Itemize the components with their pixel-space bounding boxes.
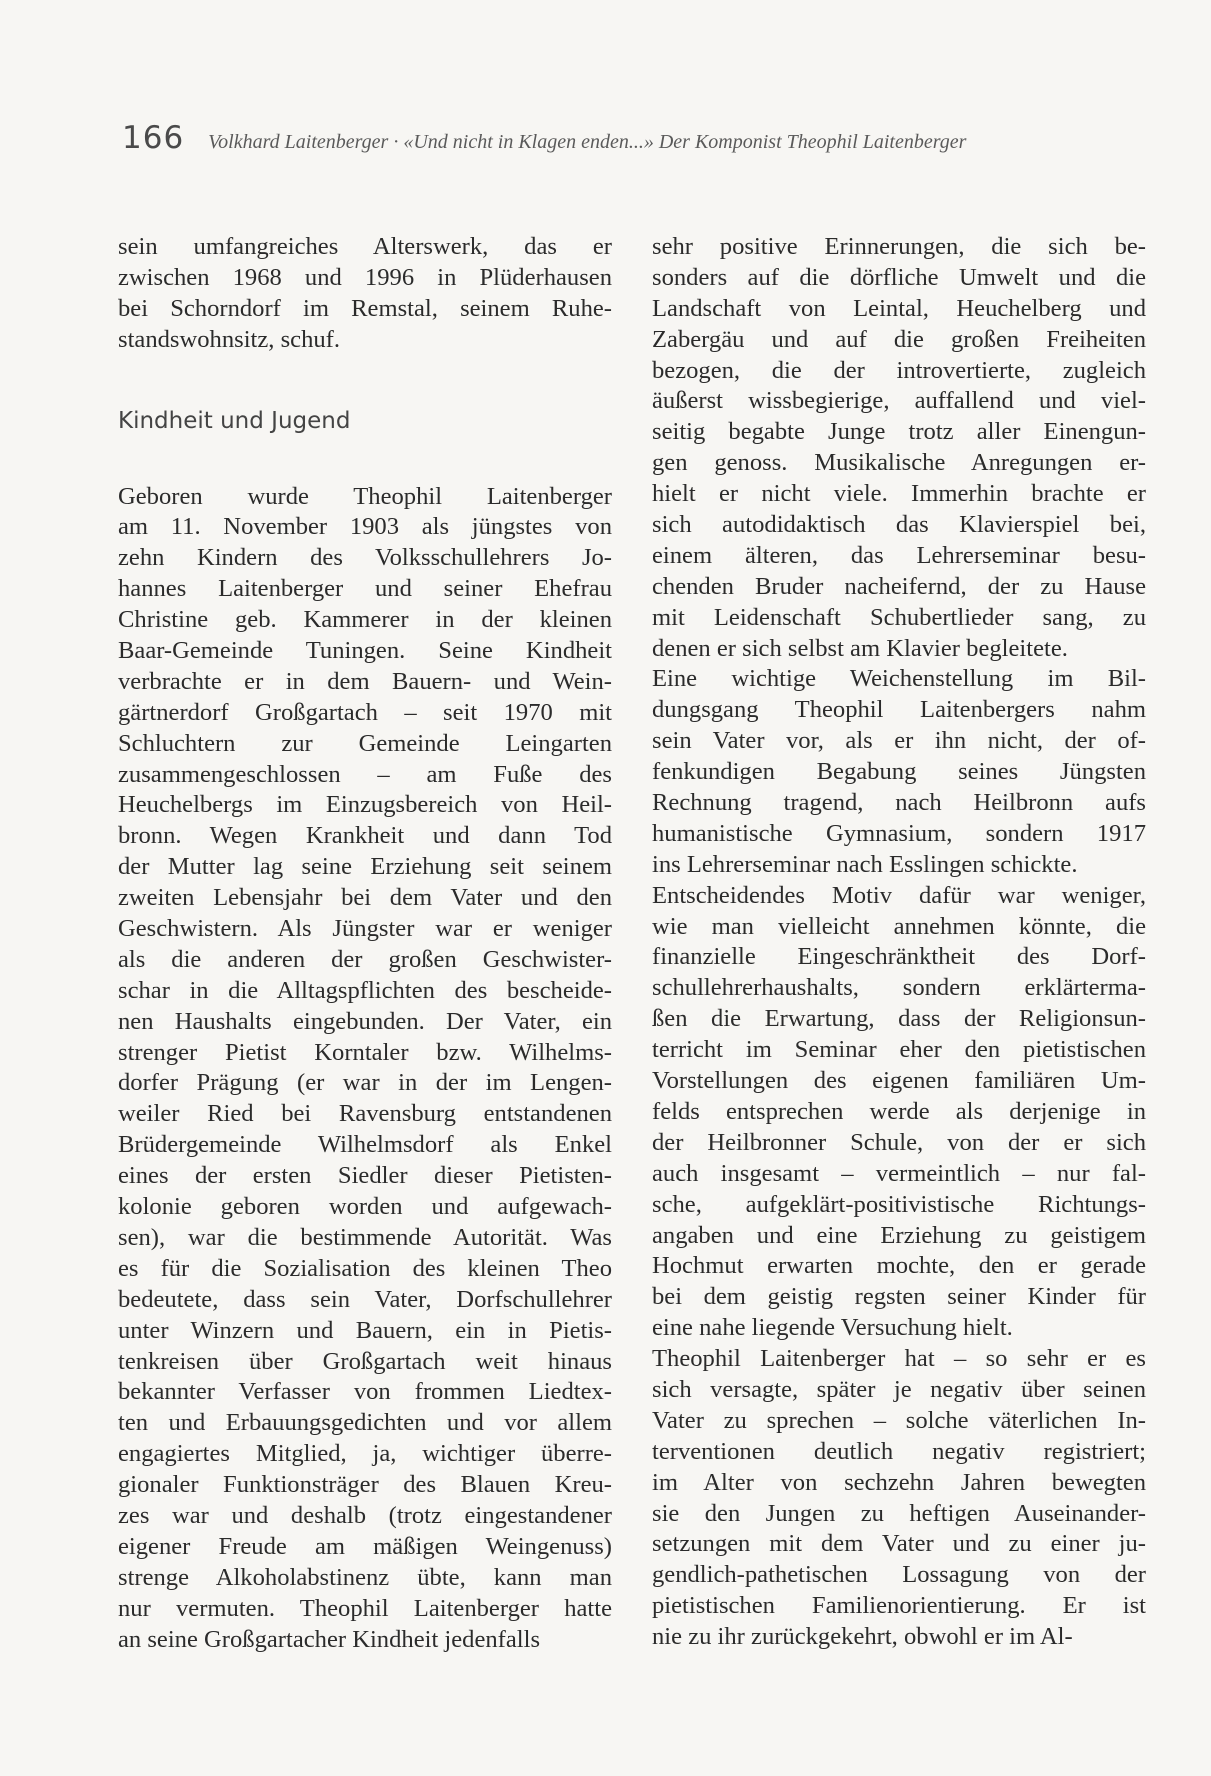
text-line: sonders auf die dörfliche Umwelt und die — [652, 263, 1146, 291]
text-line: bekannter Verfasser von frommen Liedtex- — [118, 1378, 612, 1406]
text-line: zweiten Lebensjahr bei dem Vater und den — [118, 884, 612, 912]
text-line: bezogen, die der introvertierte, zugleich — [652, 356, 1146, 384]
text-line: mit Leidenschaft Schubertlieder sang, zu — [652, 603, 1146, 631]
text-line: hielt er nicht viele. Immerhin brachte er — [652, 480, 1146, 508]
text-line: Heuchelbergs im Einzugsbereich von Heil- — [118, 791, 612, 819]
text-line: zwischen 1968 und 1996 in Plüderhausen — [118, 263, 612, 291]
text-line: chenden Bruder nacheifernd, der zu Hause — [652, 572, 1146, 600]
text-line: finanzielle Eingeschränktheit des Dorf- — [652, 943, 1146, 971]
text-line: der Heilbronner Schule, von der er sich — [652, 1128, 1146, 1156]
text-line: Vorstellungen des eigenen familiären Um- — [652, 1067, 1146, 1095]
text-line: schullehrerhaushalts, sondern erklärterma- — [652, 974, 1146, 1002]
text-line: gionaler Funktionsträger des Blauen Kreu- — [118, 1471, 612, 1499]
intro-paragraph — [118, 232, 612, 356]
text-line: bedeutete, dass sein Vater, Dorfschullehrer — [118, 1285, 612, 1313]
body-text — [652, 232, 1146, 1653]
text-line: zes war und deshalb (trotz eingestandener — [118, 1501, 612, 1529]
text-line: sehr positive Erinnerungen, die sich be- — [652, 233, 1146, 260]
text-line: nen Haushalts eingebunden. Der Vater, ein — [118, 1007, 612, 1035]
text-line: schar in die Alltagspflichten des bescheide- — [118, 976, 612, 1004]
page-header — [122, 120, 1142, 156]
text-line: an seine Großgartacher Kindheit jedenfalls — [118, 1625, 541, 1653]
text-line: bei dem geistig regsten seiner Kinder für — [652, 1283, 1146, 1311]
text-line: ten und Erbauungsgedichten und vor allem — [118, 1409, 612, 1437]
text-line: weiler Ried bei Ravensburg entstandenen — [118, 1100, 612, 1128]
text-line: zehn Kindern des Volksschullehrers Jo- — [118, 544, 612, 572]
text-line: einem älteren, das Lehrerseminar besu- — [652, 541, 1146, 569]
text-line: eigener Freude am mäßigen Weingenuss) — [118, 1532, 612, 1560]
text-line: äußerst wissbegierige, auffallend und viel- — [652, 387, 1146, 415]
text-line: angaben und eine Erziehung zu geistigem — [652, 1221, 1146, 1249]
text-line: nie zu ihr zurückgekehrt, obwohl er im Al- — [652, 1623, 1073, 1651]
text-line: standswohnsitz, schuf. — [118, 325, 341, 353]
text-line: Rechnung tragend, nach Heilbronn aufs — [652, 789, 1146, 817]
text-line: Schluchtern zur Gemeinde Leingarten — [118, 729, 612, 757]
body-paragraph — [118, 482, 612, 1656]
text-line: zusammengeschlossen – am Fuße des — [118, 760, 612, 788]
text-line: Geschwistern. Als Jüngster war er weniger — [118, 915, 612, 943]
text-line: Landschaft von Leintal, Heuchelberg und — [652, 294, 1146, 322]
text-line: als die anderen der großen Geschwister- — [118, 945, 612, 973]
text-line: Vater zu sprechen – solche väterlichen In- — [652, 1406, 1146, 1434]
text-line: sen), war die bestimmende Autorität. Was — [118, 1223, 612, 1251]
text-line: denen er sich selbst am Klavier begleitete. — [652, 634, 1068, 662]
text-line: terricht im Seminar eher den pietistischen — [652, 1036, 1146, 1064]
text-line: eines der ersten Siedler dieser Pietisten- — [118, 1162, 612, 1190]
text-line: Geboren wurde Theophil Laitenberger — [118, 482, 612, 510]
text-line: felds entsprechen werde als derjenige in — [652, 1097, 1146, 1125]
text-line: engagiertes Mitglied, ja, wichtiger überre- — [118, 1440, 612, 1468]
text-line: im Alter von sechzehn Jahren bewegten — [652, 1468, 1146, 1496]
text-line: kolonie geboren worden und aufgewach- — [118, 1193, 612, 1221]
text-line: tenkreisen über Großgartach weit hinaus — [118, 1347, 612, 1375]
text-line: Theophil Laitenberger hat – so sehr er es — [652, 1345, 1146, 1373]
text-line: hannes Laitenberger und seiner Ehefrau — [118, 575, 612, 603]
text-line: ins Lehrerseminar nach Esslingen schickte. — [652, 850, 1078, 878]
text-line: Baar-Gemeinde Tuningen. Seine Kindheit — [118, 637, 612, 665]
text-line: fenkundigen Begabung seines Jüngsten — [652, 758, 1146, 786]
text-line: sche, aufgeklärt-positivistische Richtungs- — [652, 1190, 1146, 1218]
text-line: sein Vater vor, als er ihn nicht, der of- — [652, 727, 1146, 755]
right-column — [652, 232, 1146, 1653]
text-line: Entscheidendes Motiv dafür war weniger, — [652, 881, 1146, 909]
section-heading: Kindheit und Jugend — [118, 407, 351, 434]
text-line: strenger Pietist Korntaler bzw. Wilhelms- — [118, 1038, 612, 1066]
text-line: pietistischen Familienorientierung. Er ist — [652, 1592, 1146, 1620]
text-line: nur vermuten. Theophil Laitenberger hatte — [118, 1594, 612, 1622]
text-line: sie den Jungen zu heftigen Auseinander- — [652, 1499, 1146, 1527]
text-line: dorfer Prägung (er war in der im Lengen- — [118, 1069, 612, 1097]
text-line: Zabergäu und auf die großen Freiheiten — [652, 325, 1146, 353]
text-line: strenge Alkoholabstinenz übte, kann man — [118, 1563, 612, 1591]
text-line: gendlich-pathetischen Lossagung von der — [652, 1561, 1146, 1589]
text-line: dungsgang Theophil Laitenbergers nahm — [652, 696, 1146, 724]
text-line: terventionen deutlich negativ registriert; — [652, 1437, 1146, 1465]
text-line: seitig begabte Junge trotz aller Einengun- — [652, 418, 1146, 446]
text-line: der Mutter lag seine Erziehung seit seinem — [118, 853, 612, 881]
page-number: 166 — [122, 120, 185, 156]
text-line: gärtnerdorf Großgartach – seit 1970 mit — [118, 698, 612, 726]
spacer — [118, 356, 612, 406]
text-line: Eine wichtige Weichenstellung im Bil- — [652, 665, 1146, 693]
text-line: auch insgesamt – vermeintlich – nur fal- — [652, 1159, 1146, 1187]
text-line: setzungen mit dem Vater und zu einer ju- — [652, 1530, 1146, 1558]
text-line: ßen die Erwartung, dass der Religionsun- — [652, 1005, 1146, 1033]
text-line: Hochmut erwarten mochte, den er gerade — [652, 1252, 1146, 1280]
left-column — [118, 232, 612, 1655]
text-line: eine nahe liegende Versuchung hielt. — [652, 1314, 1013, 1342]
text-line: sich autodidaktisch das Klavierspiel bei, — [652, 511, 1146, 539]
text-line: bei Schorndorf im Remstal, seinem Ruhe- — [118, 294, 612, 322]
text-line: sein umfangreiches Alterswerk, das er — [118, 233, 612, 260]
text-line: unter Winzern und Bauern, ein in Pietis- — [118, 1316, 612, 1344]
running-head: Volkhard Laitenberger · «Und nicht in Klagen enden...» Der Komponist Theophil Laitenberger — [208, 131, 967, 153]
text-line: es für die Sozialisation des kleinen Theo — [118, 1254, 612, 1282]
text-line: Christine geb. Kammerer in der kleinen — [118, 606, 612, 634]
text-line: Brüdergemeinde Wilhelmsdorf als Enkel — [118, 1131, 612, 1159]
text-line: am 11. November 1903 als jüngstes von — [118, 513, 612, 541]
text-line: wie man vielleicht annehmen könnte, die — [652, 912, 1146, 940]
text-line: bronn. Wegen Krankheit und dann Tod — [118, 822, 612, 850]
text-line: humanistische Gymnasium, sondern 1917 — [652, 819, 1146, 847]
text-line: verbrachte er in dem Bauern- und Wein- — [118, 667, 612, 695]
text-line: gen genoss. Musikalische Anregungen er- — [652, 449, 1146, 477]
text-line: sich versagte, später je negativ über seinen — [652, 1375, 1146, 1403]
